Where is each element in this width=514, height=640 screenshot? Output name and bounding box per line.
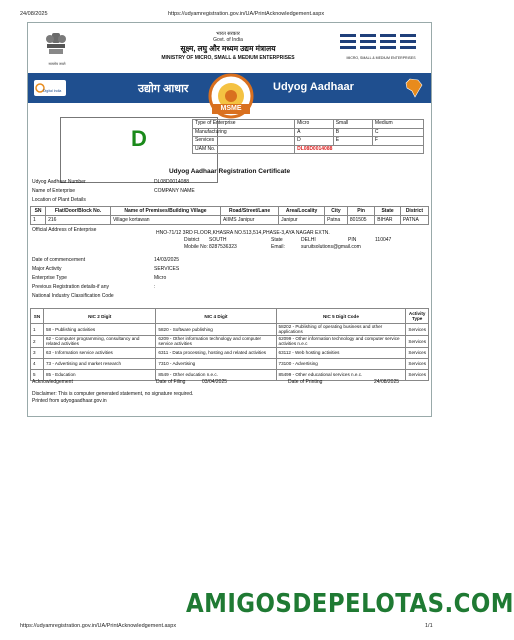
table-cell: 7310 - Advertising <box>156 358 276 369</box>
official-address-label: Official Address of Enterprise <box>32 227 97 233</box>
table-cell: Micro <box>295 120 334 129</box>
column-header: State <box>375 207 401 216</box>
column-header: Flat/Door/Block No. <box>46 207 111 216</box>
table-cell: Services <box>406 324 429 336</box>
table-cell: 3 <box>31 347 44 358</box>
disclaimer-text: Disclaimer: This is computer generated statement, no signature required. <box>32 391 194 397</box>
state-value: DELHI <box>301 237 316 243</box>
column-header: District <box>400 207 428 216</box>
table-row <box>31 358 429 369</box>
enterprise-name-value: COMPANY NAME <box>154 188 195 194</box>
detail-value: 14/03/2025 <box>154 257 180 263</box>
table-row <box>31 324 429 336</box>
disclaimer <box>32 391 193 405</box>
column-header: SN <box>31 309 44 324</box>
official-address-line: HNO-71/12 3RD FLOOR,KHASRA NO.513,514,PHASE-3,AYA NAGAR EXTN. <box>156 230 330 236</box>
column-header: NIC 5 Digit Code <box>276 309 406 324</box>
table-cell: 1 <box>31 216 46 225</box>
detail-value: Micro <box>154 275 167 281</box>
enterprise-name-label: Name of Enterprise <box>32 188 76 194</box>
emblem-caption: सत्यमेव जयते <box>48 62 66 66</box>
ministry-english: MINISTRY OF MICRO, SMALL & MEDIUM ENTERPRISES <box>161 55 295 61</box>
footer-url: https://udyamregistration.gov.in/UA/PrintAcknowledgement.aspx <box>20 623 177 629</box>
table-cell: D <box>295 137 334 146</box>
printed-from-text: Printed from udyogaadhaar.gov.in <box>32 398 107 404</box>
table-row <box>193 145 424 154</box>
table-cell: 62099 - Other information technology and computer service activities n.e.c <box>276 335 406 347</box>
table-cell: PATNA <box>400 216 428 225</box>
table-row <box>193 120 424 129</box>
gov-india-hindi: भारत सरकार <box>216 31 240 37</box>
table-cell: BIHAR <box>375 216 401 225</box>
table-cell: 5 <box>31 369 44 380</box>
column-header: Pin <box>347 207 374 216</box>
table-cell: Village kortawan <box>110 216 220 225</box>
table-cell: Services <box>406 347 429 358</box>
column-header: Activity Type <box>406 309 429 324</box>
nic-code-table <box>30 308 429 381</box>
location-row <box>32 197 422 205</box>
column-header: Road/Street/Lane <box>220 207 278 216</box>
column-header: NIC 2 Digit <box>43 309 155 324</box>
category-letter: D <box>131 126 147 151</box>
pin-label: PIN <box>348 237 357 243</box>
column-header: SN <box>31 207 46 216</box>
table-cell: 62 - Computer programming, consultancy and related activities <box>43 335 155 347</box>
table-cell: 85 - Education <box>43 369 155 380</box>
uan-row <box>32 179 422 187</box>
column-header: Name of Premises/Building Village <box>110 207 220 216</box>
certificate-document <box>27 22 432 417</box>
table-cell: Small <box>333 120 372 129</box>
printing-date-label: Date of Printing <box>288 378 323 385</box>
enterprise-name-row <box>32 188 422 196</box>
state-label: State <box>271 237 283 243</box>
table-cell: 73100 - Advertising <box>276 358 406 369</box>
detail-value: : <box>154 284 156 290</box>
msme-logo-caption: MICRO, SMALL & MEDIUM ENTERPRISES <box>346 56 416 60</box>
table-header-row <box>31 309 429 324</box>
table-row <box>31 347 429 358</box>
table-cell: AIIMS Janipur <box>220 216 278 225</box>
pin-value: 110047 <box>375 237 392 243</box>
table-cell: Medium <box>372 120 423 129</box>
table-row <box>193 137 424 146</box>
detail-label: Enterprise Type <box>32 275 67 281</box>
table-cell: F <box>372 137 423 146</box>
table-cell: 6209 - Other information technology and computer service activities <box>156 335 276 347</box>
district-label: District <box>184 237 200 243</box>
msme-seal-label: MSME <box>212 104 250 114</box>
banner-hindi-title: उद्योग आधार <box>138 83 189 95</box>
table-cell: Services <box>406 369 429 380</box>
filing-date-value: 03/04/2025 <box>202 378 228 385</box>
table-cell: 63 - Information service activities <box>43 347 155 358</box>
mobile-value: 8287536323 <box>209 244 237 250</box>
table-cell: C <box>372 128 423 137</box>
msme-logo-icon <box>340 32 420 54</box>
detail-label: National Industry Classification Code <box>32 293 114 299</box>
table-cell: 8549 - Other education n.e.c. <box>156 369 276 380</box>
table-row <box>193 128 424 137</box>
table-cell: 73 - Advertising and market research <box>43 358 155 369</box>
enterprise-type-table <box>192 119 424 154</box>
table-cell: Patna <box>325 216 348 225</box>
detail-label: Date of commencement <box>32 257 86 263</box>
table-header-row <box>31 207 429 216</box>
detail-row <box>32 275 422 283</box>
ministry-header <box>28 23 431 73</box>
location-label: Location of Plant Details <box>32 197 86 203</box>
table-cell: 801505 <box>347 216 374 225</box>
district-value: SOUTH <box>209 237 227 243</box>
ack-label: Acknowledgement <box>32 378 73 385</box>
table-cell: 63112 - Web hosting activities <box>276 347 406 358</box>
table-cell: B <box>333 128 372 137</box>
table-cell: Type of Enterprise <box>193 120 295 129</box>
ministry-hindi: सूक्ष्म, लघु और मध्यम उद्यम मंत्रालय <box>180 44 276 53</box>
column-header: City <box>325 207 348 216</box>
banner-english-title: Udyog Aadhaar <box>273 81 354 93</box>
table-cell: 1 <box>31 324 44 336</box>
column-header: Area/Locality <box>279 207 325 216</box>
table-cell: Manufacturing <box>193 128 295 137</box>
detail-label: Major Activity <box>32 266 62 272</box>
table-cell: 58 - Publishing activities <box>43 324 155 336</box>
digital-india-logo-icon <box>34 80 66 96</box>
table-cell: 2 <box>31 335 44 347</box>
detail-value: SERVICES <box>154 266 180 272</box>
uam-number: DL08D0014088 <box>295 145 424 154</box>
mobile-label: Mobile No: <box>184 244 208 250</box>
table-cell: 58202 - Publishing of operating business and other applications <box>276 324 406 336</box>
table-row <box>31 216 429 225</box>
detail-label: Previous Registration details-if any <box>32 284 109 290</box>
print-date: 24/08/2025 <box>20 11 48 17</box>
detail-row <box>32 257 422 265</box>
gov-india-english: Govt. of India <box>213 37 243 43</box>
uam-label: UAM No. <box>193 145 295 154</box>
detail-row <box>32 266 422 274</box>
table-row <box>31 335 429 347</box>
table-cell: 6311 - Data processing, hosting and related activities <box>156 347 276 358</box>
table-cell: 216 <box>46 216 111 225</box>
table-cell: 4 <box>31 358 44 369</box>
table-cell: Services <box>406 358 429 369</box>
table-row <box>30 377 429 386</box>
table-cell: Services <box>406 335 429 347</box>
print-url: https://udyamregistration.gov.in/UA/PrintAcknowledgement.aspx <box>168 11 325 17</box>
brand-watermark: AMIGOSDEPELOTAS.COM <box>186 589 514 619</box>
table-cell: E <box>333 137 372 146</box>
email-value: suruitsolutions@gmail.com <box>301 244 361 250</box>
detail-row <box>32 284 422 292</box>
uan-label: Udyog Aadhaar Number <box>32 179 86 185</box>
table-cell: Services <box>193 137 295 146</box>
page-number: 1/1 <box>425 623 433 629</box>
table-cell: 5820 - Software publishing <box>156 324 276 336</box>
india-map-icon <box>402 78 426 98</box>
column-header: NIC 4 Digit <box>156 309 276 324</box>
uan-value: DL08D0014088 <box>154 179 190 185</box>
national-emblem-icon <box>44 31 68 61</box>
acknowledgement-row <box>30 377 429 386</box>
email-label: Email: <box>271 244 285 250</box>
table-cell: Janipur <box>279 216 325 225</box>
plant-details-table <box>30 206 429 225</box>
printing-date-value: 24/08/2025 <box>374 378 400 385</box>
filing-date-label: Date of Filing <box>156 378 186 385</box>
table-cell: A <box>295 128 334 137</box>
certificate-title: Udyog Aadhaar Registration Certificate <box>168 168 291 175</box>
detail-row <box>32 293 422 301</box>
digital-india-label: Digital India <box>43 89 62 93</box>
table-cell: 85499 - Other educational services n.e.c. <box>276 369 406 380</box>
